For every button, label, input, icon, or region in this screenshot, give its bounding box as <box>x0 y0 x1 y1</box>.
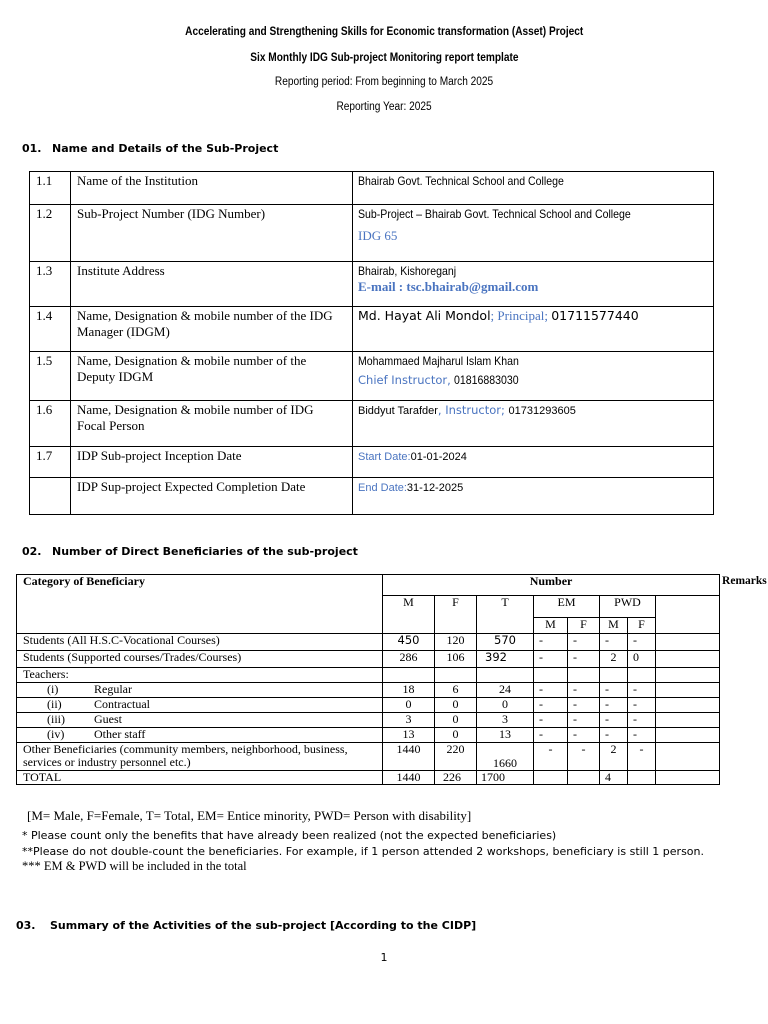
pwd-f-cell: - <box>628 698 656 713</box>
pwd-m-cell <box>600 668 628 683</box>
row-label: Institute Address <box>71 262 353 307</box>
m-cell: 1440 <box>383 743 435 771</box>
row-value: End Date:31-12-2025 <box>353 478 714 515</box>
category-cell: (iv) Other staff <box>17 728 383 743</box>
pwd-m-cell: 2 <box>600 651 628 668</box>
row-number: 1.5 <box>30 352 71 401</box>
row-value: Start Date:01-01-2024 <box>353 447 714 478</box>
pwd-f-header: F <box>628 618 656 634</box>
t-cell: 3 <box>477 713 534 728</box>
m-header: M <box>383 596 435 634</box>
row-value: Sub-Project – Bhairab Govt. Technical School and College IDG 65 <box>353 205 714 262</box>
note-3: *** EM & PWD will be included in the total <box>22 859 247 873</box>
f-cell: 226 <box>435 771 477 785</box>
f-cell: 6 <box>435 683 477 698</box>
detail-row <box>30 352 714 401</box>
t-cell <box>477 668 534 683</box>
table-row <box>17 651 720 668</box>
f-cell <box>435 668 477 683</box>
remarks-cell <box>656 634 720 651</box>
em-f-cell: - <box>568 728 600 743</box>
f-cell: 220 <box>435 743 477 771</box>
category-cell: Teachers: <box>17 668 383 683</box>
row-label: IDP Sub-project Inception Date <box>71 447 353 478</box>
t-cell: 392 <box>477 651 534 668</box>
remarks-cell <box>656 683 720 698</box>
em-m-cell: - <box>534 713 568 728</box>
number-header: Number <box>383 575 720 596</box>
pwd-f-cell: - <box>628 728 656 743</box>
reporting-period: Reporting period: From beginning to March 2025 <box>274 76 494 88</box>
note-1: * Please count only the benefits that have already been realized (not the expected beneficiaries) <box>22 829 557 842</box>
em-m-cell: - <box>534 634 568 651</box>
row-label: IDP Sup-project Expected Completion Date <box>71 478 353 515</box>
table-row <box>17 683 720 698</box>
detail-row <box>30 172 714 205</box>
remarks-cell <box>656 713 720 728</box>
em-m-cell: - <box>534 683 568 698</box>
remarks-cell <box>656 668 720 683</box>
m-cell: 1440 <box>383 771 435 785</box>
f-header: F <box>435 596 477 634</box>
table-row <box>17 713 720 728</box>
pwd-header: PWD <box>600 596 656 618</box>
detail-row <box>30 262 714 307</box>
em-m-cell: - <box>534 743 568 771</box>
f-cell: 106 <box>435 651 477 668</box>
pwd-m-cell: - <box>600 683 628 698</box>
pwd-m-cell: 2 <box>600 743 628 771</box>
em-m-cell: - <box>534 728 568 743</box>
em-m-cell: - <box>534 651 568 668</box>
row-number: 1.2 <box>30 205 71 262</box>
sub-project-details-table <box>29 171 714 515</box>
reporting-year: Reporting Year: 2025 <box>336 101 432 113</box>
row-label: Name, Designation & mobile number of the IDG Manager (IDGM) <box>71 307 353 352</box>
m-cell <box>383 668 435 683</box>
remarks-cell <box>656 651 720 668</box>
row-value: Bhairab, Kishoreganj E-mail : tsc.bhairab@gmail.com <box>353 262 714 307</box>
row-number: 1.4 <box>30 307 71 352</box>
row-value: Md. Hayat Ali Mondol; Principal; 01711577440 <box>353 307 714 352</box>
f-cell: 0 <box>435 713 477 728</box>
page-number: 1 <box>380 951 388 964</box>
row-value: Biddyut Tarafder, Instructor; 01731293605 <box>353 401 714 447</box>
section-3-heading: 03. Summary of the Activities of the sub-project [According to the CIDP] <box>16 919 477 932</box>
row-number <box>30 478 71 515</box>
m-cell: 286 <box>383 651 435 668</box>
em-f-cell: - <box>568 743 600 771</box>
em-f-cell <box>568 668 600 683</box>
detail-row <box>30 401 714 447</box>
table-row <box>17 698 720 713</box>
row-number: 1.6 <box>30 401 71 447</box>
pwd-f-cell: - <box>628 713 656 728</box>
remarks-cell <box>656 728 720 743</box>
f-cell: 120 <box>435 634 477 651</box>
t-cell: 24 <box>477 683 534 698</box>
remarks-cell <box>656 698 720 713</box>
em-m-cell: - <box>534 698 568 713</box>
category-cell: Other Beneficiaries (community members, neighborhood, business, services or industry personnel etc.) <box>17 743 383 771</box>
pwd-f-cell <box>628 668 656 683</box>
pwd-m-cell: - <box>600 713 628 728</box>
row-label: Name, Designation & mobile number of the Deputy IDGM <box>71 352 353 401</box>
f-cell: 0 <box>435 698 477 713</box>
t-cell: 570 <box>477 634 534 651</box>
t-header: T <box>477 596 534 634</box>
em-f-header: F <box>568 618 600 634</box>
em-f-cell: - <box>568 698 600 713</box>
report-template-title: Six Monthly IDG Sub-project Monitoring report template <box>249 52 519 64</box>
f-cell: 0 <box>435 728 477 743</box>
em-m-cell <box>534 668 568 683</box>
category-cell: Students (Supported courses/Trades/Courses) <box>17 651 383 668</box>
pwd-m-cell: - <box>600 634 628 651</box>
em-m-cell <box>534 771 568 785</box>
table-row <box>17 743 720 771</box>
t-cell: 13 <box>477 728 534 743</box>
em-header: EM <box>534 596 600 618</box>
m-cell: 13 <box>383 728 435 743</box>
table-row <box>17 634 720 651</box>
category-cell: (ii) Contractual <box>17 698 383 713</box>
total-row <box>17 771 720 785</box>
em-m-header: M <box>534 618 568 634</box>
detail-row <box>30 307 714 352</box>
section-2-heading: 02. Number of Direct Beneficiaries of the sub-project <box>22 545 358 558</box>
pwd-f-cell: - <box>628 683 656 698</box>
em-f-cell: - <box>568 713 600 728</box>
row-label: Name, Designation & mobile number of IDG Focal Person <box>71 401 353 447</box>
row-label: Sub-Project Number (IDG Number) <box>71 205 353 262</box>
pwd-m-header: M <box>600 618 628 634</box>
t-cell: 1660 <box>477 743 534 771</box>
detail-row <box>30 205 714 262</box>
category-cell: TOTAL <box>17 771 383 785</box>
category-cell: Students (All H.S.C-Vocational Courses) <box>17 634 383 651</box>
category-cell: (i) Regular <box>17 683 383 698</box>
row-number: 1.3 <box>30 262 71 307</box>
pwd-m-cell: 4 <box>600 771 628 785</box>
m-cell: 450 <box>383 634 435 651</box>
detail-row <box>30 447 714 478</box>
table-row <box>17 668 720 683</box>
table-legend: [M= Male, F=Female, T= Total, EM= Entice minority, PWD= Person with disability] <box>27 808 472 823</box>
idg-number: IDG 65 <box>358 228 398 243</box>
row-value: Bhairab Govt. Technical School and College <box>353 172 714 205</box>
pwd-m-cell: - <box>600 728 628 743</box>
m-cell: 3 <box>383 713 435 728</box>
category-cell: (iii) Guest <box>17 713 383 728</box>
section-1-heading: 01. Name and Details of the Sub-Project <box>22 142 279 155</box>
em-f-cell: - <box>568 634 600 651</box>
remarks-cell <box>656 743 720 771</box>
m-cell: 0 <box>383 698 435 713</box>
institute-email[interactable]: E-mail : tsc.bhairab@gmail.com <box>358 279 539 294</box>
pwd-f-cell: 0 <box>628 651 656 668</box>
em-f-cell: - <box>568 683 600 698</box>
row-number: 1.7 <box>30 447 71 478</box>
note-2: **Please do not double-count the beneficiaries. For example, if 1 person attended 2 workshops, beneficiary is still 1 person. <box>22 845 704 858</box>
em-f-cell: - <box>568 651 600 668</box>
pwd-f-cell: - <box>628 634 656 651</box>
project-title: Accelerating and Strengthening Skills for Economic transformation (Asset) Project <box>184 26 584 38</box>
t-cell: 1700 <box>477 771 534 785</box>
beneficiaries-table: Category of Beneficiary Number Remarks M F T EM PWD M F M F Students (All H.S.C-Vocational Courses) 450 120 570 - - - - Students (Supported courses/Trades/Courses) 286 106 392 - - 2 0 Teachers: (i) Regular 18 6 24 - - - - (ii) Contractual 0 0 0 - - - - (iii) Guest 3 0 3 - - - - (iv) Other staff 13 0 13 - - - - Other Beneficiaries (community members, neighborhood, business, services or industry personnel etc.) 1440 220 1660 - - 2 - TOTAL 1440 226 1700 4 <box>16 574 720 785</box>
row-value: Mohammaed Majharul Islam Khan Chief Instructor, 01816883030 <box>353 352 714 401</box>
row-label: Name of the Institution <box>71 172 353 205</box>
table-row <box>17 728 720 743</box>
category-header: Category of Beneficiary <box>17 575 383 634</box>
em-f-cell <box>568 771 600 785</box>
t-cell: 0 <box>477 698 534 713</box>
detail-row <box>30 478 714 515</box>
m-cell: 18 <box>383 683 435 698</box>
remarks-cell <box>656 771 720 785</box>
pwd-f-cell <box>628 771 656 785</box>
row-number: 1.1 <box>30 172 71 205</box>
pwd-m-cell: - <box>600 698 628 713</box>
pwd-f-cell: - <box>628 743 656 771</box>
